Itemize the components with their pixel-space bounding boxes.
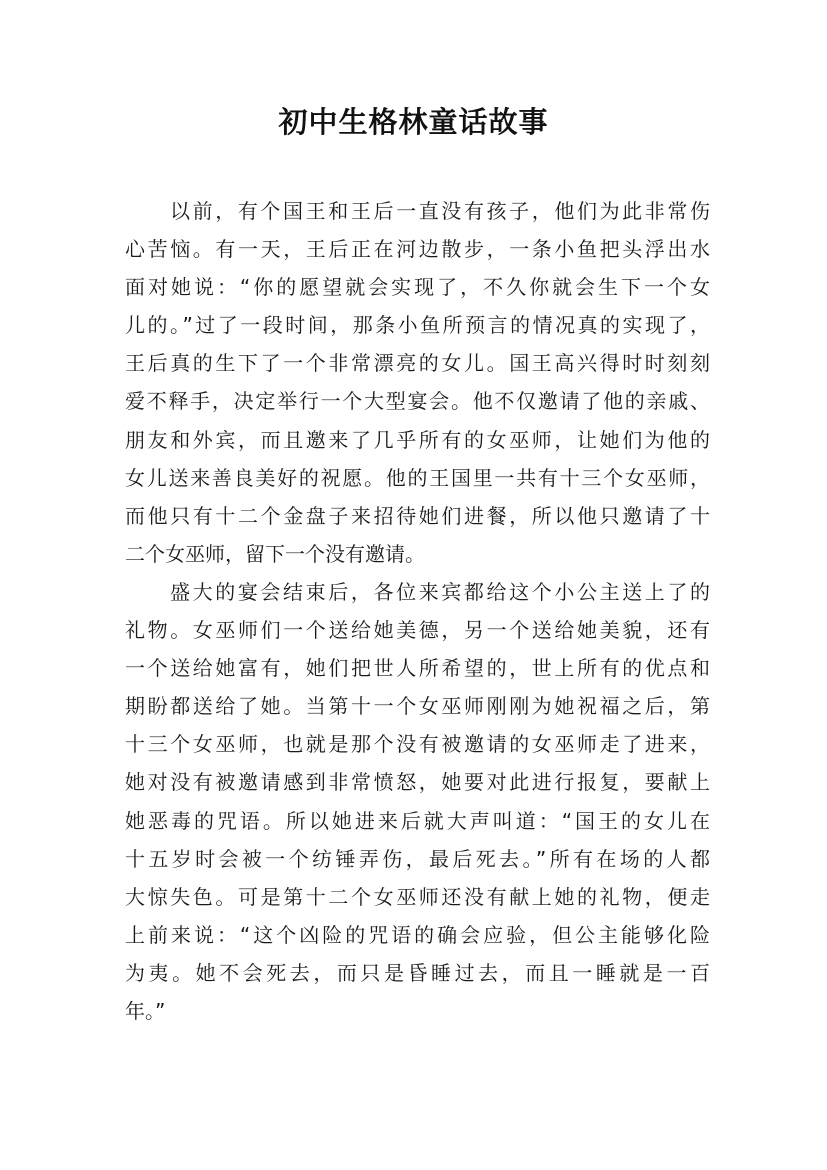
paragraph-line: 女儿送来善良美好的祝愿。他的王国里一共有十三个女巫师， — [125, 465, 710, 490]
paragraph-line: 十三个女巫师，也就是那个没有被邀请的女巫师走了进来， — [125, 732, 710, 757]
paragraph-line: 盛大的宴会结束后，各位来宾都给这个小公主送上了的 — [170, 579, 710, 604]
paragraph-line: 王后真的生下了一个非常漂亮的女儿。国王高兴得时时刻刻 — [125, 351, 710, 376]
paragraph-line: 十五岁时会被一个纺锤弄伤，最后死去。”所有在场的人都 — [125, 846, 710, 871]
paragraph-line: 儿的。”过了一段时间，那条小鱼所预言的情况真的实现了， — [125, 313, 710, 338]
paragraph-line: 面对她说：“你的愿望就会实现了，不久你就会生下一个女 — [125, 275, 710, 300]
paragraph-line: 期盼都送给了她。当第十一个女巫师刚刚为她祝福之后，第 — [125, 694, 710, 719]
paragraph-line: 年。” — [125, 998, 166, 1023]
paragraph-line: 她对没有被邀请感到非常愤怒，她要对此进行报复，要献上 — [125, 770, 710, 795]
paragraph-line: 而他只有十二个金盘子来招待她们进餐，所以他只邀请了十 — [125, 503, 710, 528]
paragraph-2 — [125, 573, 710, 1030]
paragraph-line: 上前来说：“这个凶险的咒语的确会应验，但公主能够化险 — [125, 922, 710, 947]
paragraph-1 — [125, 192, 710, 573]
paragraph-line: 以前，有个国王和王后一直没有孩子，他们为此非常伤 — [170, 199, 710, 223]
paragraph-line: 为夷。她不会死去，而只是昏睡过去，而且一睡就是一百 — [125, 960, 710, 985]
paragraph-line: 礼物。女巫师们一个送给她美德，另一个送给她美貌，还有 — [125, 618, 710, 643]
paragraph-line: 大惊失色。可是第十二个女巫师还没有献上她的礼物，便走 — [125, 884, 710, 909]
paragraph-line: 一个送给她富有，她们把世人所希望的，世上所有的优点和 — [125, 656, 710, 681]
paragraph-line: 心苦恼。有一天，王后正在河边散步，一条小鱼把头浮出水 — [125, 237, 710, 262]
paragraph-line: 爱不释手，决定举行一个大型宴会。他不仅邀请了他的亲戚、 — [125, 389, 710, 414]
paragraph-line: 二个女巫师，留下一个没有邀请。 — [125, 541, 425, 566]
document-body — [125, 192, 710, 1030]
document-title: 初中生格林童话故事 — [278, 105, 549, 139]
paragraph-line: 朋友和外宾，而且邀来了几乎所有的女巫师，让她们为他的 — [125, 427, 710, 452]
paragraph-line: 她恶毒的咒语。所以她进来后就大声叫道：“国王的女儿在 — [125, 808, 710, 833]
